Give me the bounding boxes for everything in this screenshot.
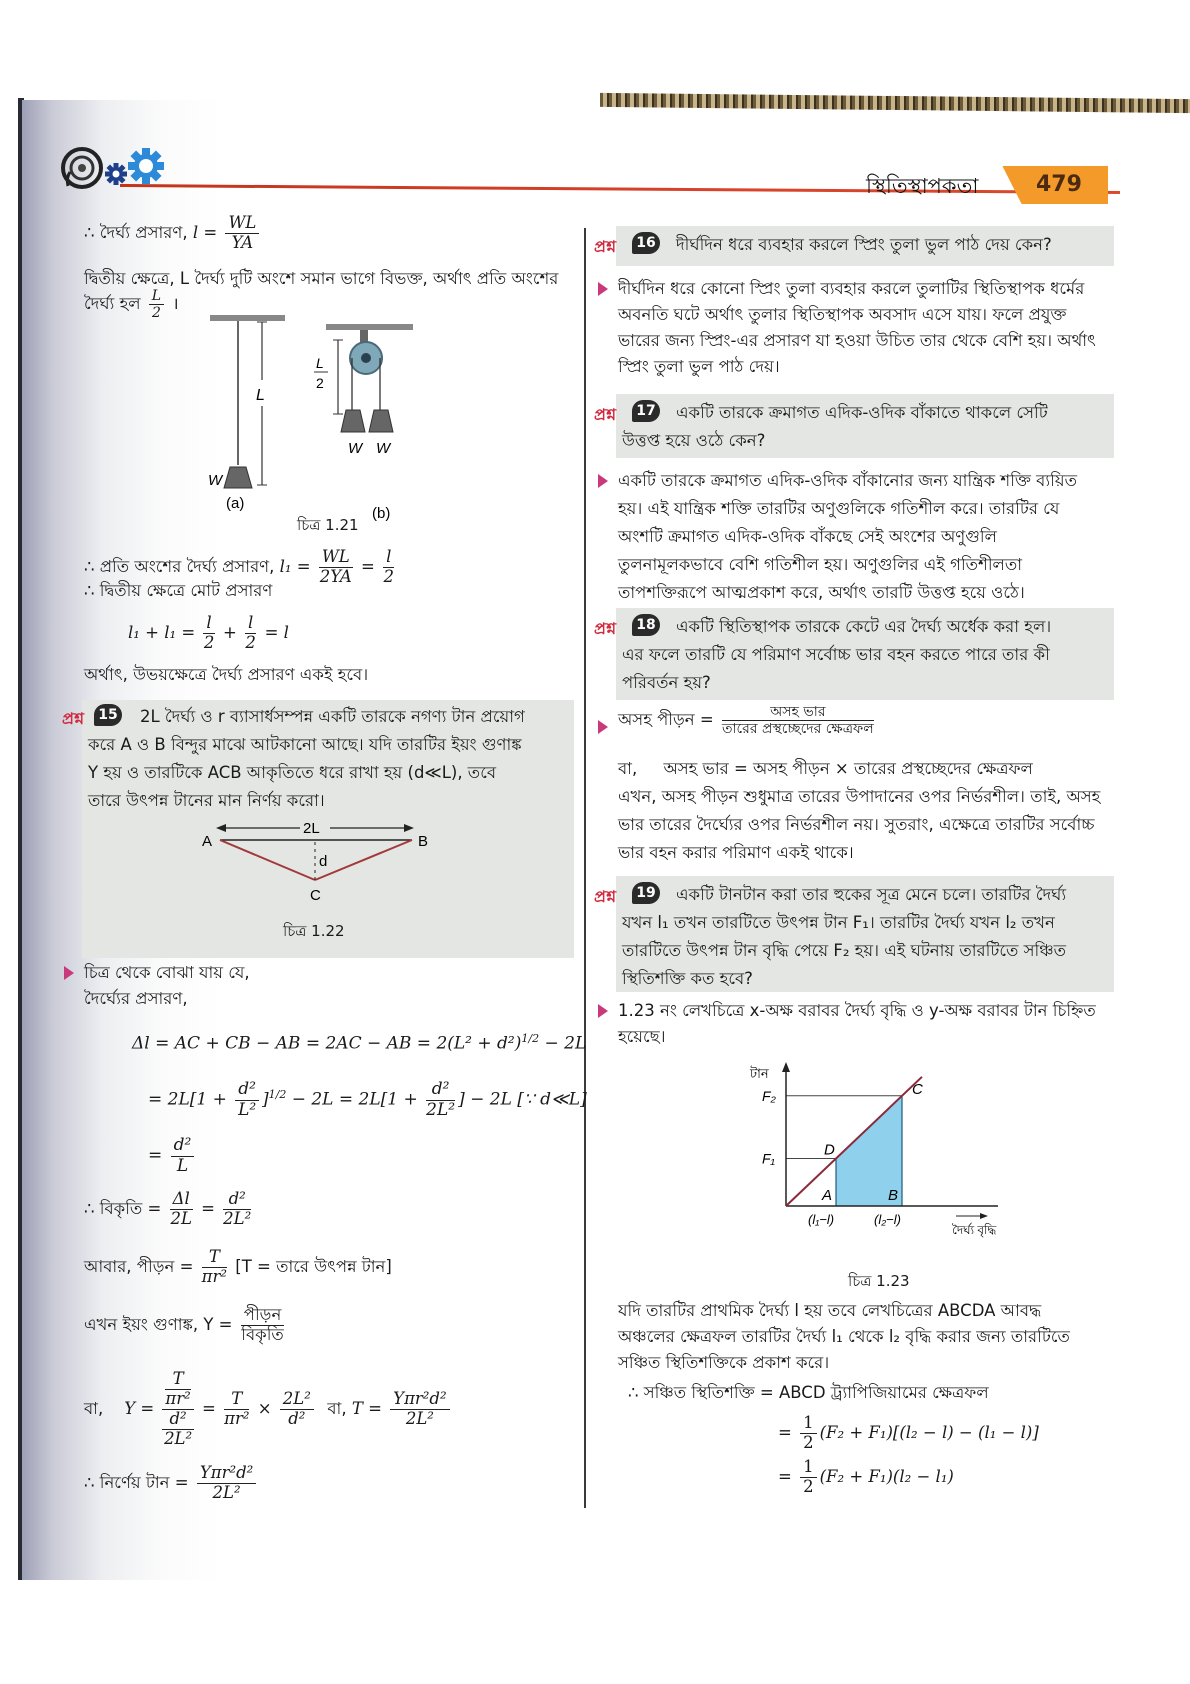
label-b: (b) <box>372 505 391 522</box>
answer-arrow-icon <box>598 1004 608 1018</box>
answer-arrow-icon <box>598 474 608 488</box>
numerator: l <box>245 614 256 634</box>
point-label-A: A <box>822 1187 833 1204</box>
numerator: d² <box>426 1080 455 1101</box>
text: বা, <box>618 759 638 778</box>
fraction <box>225 214 259 253</box>
figure-1-22 <box>200 818 460 918</box>
text: = 2L[1 + <box>148 1089 227 1110</box>
text: দৈর্ঘ্য হল <box>84 294 141 314</box>
fraction <box>235 1080 259 1120</box>
fraction <box>223 1190 251 1229</box>
denominator: πr² <box>201 1266 228 1286</box>
question-label: প্রশ্ন <box>594 619 617 638</box>
fraction <box>241 1306 285 1345</box>
label-L: L <box>256 387 265 404</box>
weight-a <box>224 467 252 488</box>
text: বা, <box>327 1398 347 1418</box>
text: = <box>201 1198 215 1218</box>
text: আবার, পীড়ন = <box>84 1256 194 1276</box>
ceiling-a <box>210 315 285 321</box>
text: (F₂ + F₁)(l₂ − l₁) <box>819 1466 954 1486</box>
background-top <box>0 0 1190 98</box>
math-rhs: = l <box>264 622 289 642</box>
equation-line <box>778 1414 1039 1453</box>
label-d: d <box>319 853 328 870</box>
denominator: 2 <box>151 305 161 322</box>
numerator: অসহ ভার <box>722 704 874 721</box>
denominator: 2L² <box>405 1408 434 1428</box>
fraction <box>800 1414 817 1453</box>
text: ∴ দৈর্ঘ্য প্রসারণ, <box>84 222 188 242</box>
question-number-badge: 18 <box>632 614 660 636</box>
denominator: 2 <box>203 632 215 652</box>
equation-line <box>128 614 289 653</box>
answer-line: একটি তারকে ক্রমাগত এদিক-ওদিক বাঁকানোর জন্য যান্ত্রিক শক্তি ব্যয়িত <box>618 471 1077 490</box>
answer-line: 1.23 নং লেখচিত্রে x-অক্ষ বরাবর দৈর্ঘ্য বৃদ্ধি ও y-অক্ষ বরাবর টান চিহ্নিত <box>618 1001 1096 1020</box>
figure-1-23-graph <box>740 1050 1060 1270</box>
label-L-half-num: L <box>316 355 324 371</box>
text: ∴ নির্ণেয় টান = <box>84 1472 189 1492</box>
fraction <box>722 704 874 737</box>
answer-line: যদি তারটির প্রাথমিক দৈর্ঘ্য l হয় তবে লেখচিত্রের ABCDA আবদ্ধ <box>618 1301 1042 1320</box>
numerator: Yπr²d² <box>197 1464 256 1484</box>
denominator: 2 <box>803 1476 814 1496</box>
equation-line <box>618 756 1033 782</box>
weight-b2 <box>369 410 393 432</box>
denominator <box>162 1410 193 1449</box>
equation-line <box>148 1080 587 1120</box>
math-lhs: l₁ = <box>279 556 311 576</box>
numerator: পীড়ন <box>241 1306 285 1326</box>
point-label-D: D <box>824 1141 835 1159</box>
numerator: l <box>383 548 394 568</box>
denominator: πr² <box>165 1388 191 1408</box>
answer-line: তুলনামূলকভাবে বেশি গতিশীল হয়। অণুগুলির এই গতিশীলতা <box>618 555 1022 574</box>
text: [T = তারে উৎপন্ন টান] <box>235 1256 392 1276</box>
text: ] − 2L [∵ d≪L] <box>458 1089 587 1110</box>
text: (F₂ + F₁)[(l₂ − l) − (l₁ − l)] <box>819 1422 1039 1442</box>
numerator: 1 <box>800 1414 817 1434</box>
fraction <box>280 1390 314 1429</box>
question-label: প্রশ্ন <box>594 405 617 424</box>
answer-line: ভারের জন্য স্প্রিং-এর প্রসারণ যা হওয়া উচিত তার থেকে বেশি হয়। অর্থাৎ <box>618 331 1096 350</box>
wire-CB <box>315 840 412 880</box>
wire-AC <box>220 840 315 880</box>
denominator: πr² <box>224 1408 250 1428</box>
question-text: একটি তারকে ক্রমাগত এদিক-ওদিক বাঁকাতে থাকলে সেটি <box>676 403 1048 422</box>
question-number-badge: 15 <box>94 704 122 726</box>
ceiling-b <box>326 324 413 330</box>
denominator: 2YA <box>319 566 352 586</box>
question-text: একটি স্থিতিস্থাপক তারকে কেটে এর দৈর্ঘ্য অর্ধেক করা হল। <box>676 617 1052 636</box>
answer-arrow-icon <box>598 720 608 734</box>
answer-line: ভার বহন করার পরিমাণ একই থাকে। <box>618 843 854 862</box>
numerator: WL <box>225 214 259 234</box>
text: − 2L <box>539 1033 587 1054</box>
answer-line: ভার তারের দৈর্ঘ্যের ওপর নির্ভরশীল নয়। সুতরাং, এক্ষেত্রে তারটির সর্বোচ্চ <box>618 815 1095 834</box>
denominator: তারের প্রস্থচ্ছেদের ক্ষেত্রফল <box>721 721 874 738</box>
answer-line: অংশটি ক্রমাগত এদিক-ওদিক বাঁকছে সেই অংশের অণুগুলি <box>618 527 997 546</box>
answer-line: সঞ্চিত স্থিতিশক্তিকে প্রকাশ করে। <box>618 1353 830 1372</box>
text: অসহ পীড়ন = <box>618 710 714 730</box>
text: = <box>778 1422 792 1442</box>
text: ∴ বিকৃতি = <box>84 1198 162 1218</box>
figure-caption: চিত্র 1.23 <box>848 1272 910 1290</box>
fraction <box>170 1190 193 1229</box>
span-label: 2L <box>303 820 320 837</box>
weight-b1 <box>341 410 365 432</box>
numerator: T <box>202 1248 227 1268</box>
paragraph-line: অর্থাৎ, উভয়ক্ষেত্রে দৈর্ঘ্য প্রসারণ একই হবে। <box>84 665 369 684</box>
equation-line <box>778 1458 954 1497</box>
question-text: করে A ও B বিন্দুর মাঝে আটকানো আছে। যদি তারটির ইয়ং গুণাঙ্ক <box>88 735 522 754</box>
column-divider <box>584 228 586 1508</box>
denominator: 2L² <box>223 1208 252 1228</box>
fraction <box>390 1390 449 1429</box>
tick-label-x1: (l₁−l) <box>808 1212 835 1227</box>
fraction <box>319 548 353 587</box>
answer-line: অবনতি ঘটে অর্থাৎ তুলার স্থিতিস্থাপক অবসাদ এসে যায়। ফলে প্রযুক্ত <box>618 305 1067 324</box>
text: ∴ প্রতি অংশের দৈর্ঘ্য প্রসারণ, <box>84 556 275 576</box>
strain-line <box>84 1190 254 1229</box>
fraction <box>165 1370 190 1409</box>
math-lhs: l₁ + l₁ = <box>128 622 196 642</box>
fraction <box>171 1136 195 1176</box>
numerator: Δl <box>170 1190 193 1210</box>
text: × <box>257 1398 272 1418</box>
denominator: 2L² <box>164 1428 193 1448</box>
question-text: যখন l₁ তখন তারটিতে উৎপন্ন টান F₁। তারটির দৈর্ঘ্য যখন l₂ তখন <box>622 913 1055 932</box>
text: এখন ইয়ং গুণাঙ্ক, Y = <box>84 1314 233 1334</box>
denominator: বিকৃতি <box>241 1324 284 1344</box>
denominator: L² <box>238 1099 257 1120</box>
fraction <box>224 1390 249 1429</box>
answer-line: স্প্রিং তুলা ভুল পাঠ দেয়। <box>618 357 780 376</box>
figure-caption: চিত্র 1.22 <box>283 922 345 940</box>
young-derivation-line <box>84 1370 453 1449</box>
paragraph-line: দ্বিতীয় ক্ষেত্রে, L দৈর্ঘ্য দুটি অংশে সমান ভাগে বিভক্ত, অর্থাৎ প্রতি অংশের <box>84 269 559 288</box>
question-label: প্রশ্ন <box>62 709 85 728</box>
background-bottom <box>0 1580 1190 1684</box>
x-axis-label: দৈর্ঘ্য বৃদ্ধি <box>952 1223 997 1237</box>
elongation-formula-line <box>84 214 262 253</box>
answer-line: অঞ্চলের ক্ষেত্রফল তারটির দৈর্ঘ্য l₁ থেকে l₂ বৃদ্ধি করার জন্য তারটিতে <box>618 1327 1070 1346</box>
answer-arrow-icon <box>598 282 608 296</box>
point-label-C: C <box>912 1080 923 1098</box>
fraction <box>426 1080 455 1120</box>
fraction <box>162 1410 193 1449</box>
text: Δl = AC + CB − AB = 2AC − AB = 2(L² + d²) <box>132 1033 522 1054</box>
numerator: 2L² <box>280 1390 314 1410</box>
label-W: W <box>376 440 391 457</box>
numerator: d² <box>171 1136 195 1157</box>
label-W: W <box>348 440 363 457</box>
question-text: এর ফলে তারটি যে পরিমাণ সর্বোচ্চ ভার বহন করতে পারে তার কী <box>622 645 1050 664</box>
text: = <box>148 1145 163 1166</box>
point-label-B: B <box>888 1187 899 1204</box>
denominator: 2L <box>170 1208 192 1228</box>
text: । <box>172 294 179 314</box>
numerator: d² <box>223 1190 251 1210</box>
denominator: 2 <box>383 566 394 586</box>
question-label: প্রশ্ন <box>594 237 617 256</box>
question-text: তারটিতে উৎপন্ন টান বৃদ্ধি পেয়ে F₂ হয়। এই ঘটনায় তারটিতে সঞ্চিত <box>622 941 1067 960</box>
answer-arrow-icon <box>64 966 74 980</box>
paragraph-line: দৈর্ঘ্যের প্রসারণ, <box>84 989 188 1008</box>
text: − 2L = 2L[1 + <box>286 1089 418 1110</box>
denominator: 2L² <box>212 1482 241 1502</box>
text: + <box>222 622 237 642</box>
equation-line <box>132 1030 586 1057</box>
tick-label-F2: F₂ <box>762 1087 776 1104</box>
numerator: d² <box>235 1080 259 1101</box>
denominator: L <box>176 1155 189 1176</box>
tick-label-F1: F₁ <box>762 1150 775 1167</box>
question-number-badge: 16 <box>632 232 660 254</box>
stress-line <box>84 1248 392 1287</box>
answer-line: এখন, অসহ পীড়ন শুধুমাত্র তারের উপাদানের ওপর নির্ভরশীল। তাই, অসহ <box>618 787 1101 806</box>
text: ] <box>261 1089 269 1110</box>
fraction <box>800 1458 817 1497</box>
numerator: 1 <box>800 1458 817 1478</box>
text: T = <box>351 1398 382 1418</box>
paragraph-line: চিত্র থেকে বোঝা যায় যে, <box>84 963 250 982</box>
text: Y = <box>124 1398 155 1418</box>
question-number-badge: 17 <box>632 400 660 422</box>
fraction <box>202 1248 227 1287</box>
answer-line: দীর্ঘদিন ধরে কোনো স্প্রিং তুলা ব্যবহার করলে তুলাটির স্থিতিস্থাপক ধর্মের <box>618 279 1085 298</box>
question-text: দীর্ঘদিন ধরে ব্যবহার করলে স্প্রিং তুলা ভুল পাঠ দেয় কেন? <box>676 235 1052 254</box>
final-tension-line <box>84 1464 259 1503</box>
text: অসহ ভার = অসহ পীড়ন × তারের প্রস্থচ্ছেদের ক্ষেত্রফল <box>663 759 1033 778</box>
question-number-badge: 19 <box>632 882 660 904</box>
fraction <box>383 548 394 587</box>
label-L-half-den: 2 <box>316 375 324 391</box>
label-W: W <box>208 472 223 489</box>
label-A: A <box>202 833 213 850</box>
answer-line: তাপশক্তিরূপে আত্মপ্রকাশ করে, অর্থাৎ তারটি উত্তপ্ত হয়ে ওঠে। <box>618 583 1025 602</box>
denominator: d² <box>288 1408 306 1428</box>
numerator: l <box>203 614 214 634</box>
numerator: T <box>224 1390 249 1410</box>
question-text: Y হয় ও তারটিকে ACB আকৃতিতে ধরে রাখা হয় (d≪L), তবে <box>88 763 497 782</box>
label-C: C <box>310 887 321 904</box>
denominator: 2 <box>803 1432 814 1452</box>
label-B: B <box>418 833 429 850</box>
question-text: তারে উৎপন্ন টানের মান নির্ণয় করো। <box>88 791 325 810</box>
math-lhs: l = <box>192 222 218 242</box>
exponent: 1/2 <box>521 1032 540 1045</box>
question-text: উত্তপ্ত হয়ে ওঠে কেন? <box>622 431 766 450</box>
denominator: 2L² <box>426 1099 456 1120</box>
denominator: 2 <box>245 632 256 652</box>
answer-line: হয়েছে। <box>618 1027 666 1046</box>
fraction <box>197 1464 256 1503</box>
equation-line <box>148 1136 197 1176</box>
numerator <box>162 1370 193 1410</box>
question-text: একটি টানটান করা তার হুকের সূত্র মেনে চলে। তারটির দৈর্ঘ্য <box>676 885 1067 904</box>
question-label: প্রশ্ন <box>594 887 617 906</box>
chapter-title: স্থিতিস্থাপকতা <box>866 174 979 198</box>
paragraph-line <box>84 288 179 321</box>
text: = <box>361 556 375 576</box>
numerator: T <box>165 1370 190 1390</box>
exponent: 1/2 <box>268 1087 287 1101</box>
young-modulus-line <box>84 1306 287 1345</box>
question-text: পরিবর্তন হয়? <box>622 673 711 692</box>
answer-line: হয়। এই যান্ত্রিক শক্তি তারটির অণুগুলিকে গতিশীল করে। তারটির যে <box>618 499 1060 518</box>
compound-fraction <box>162 1370 193 1449</box>
tick-label-x2: (l₂−l) <box>874 1212 901 1227</box>
text: = <box>202 1398 216 1418</box>
page-number: 479 <box>1036 172 1082 197</box>
question-text: 2L দৈর্ঘ্য ও r ব্যাসার্ধসম্পন্ন একটি তারকে নগণ্য টান প্রয়োগ <box>140 707 525 726</box>
figure-caption: চিত্র 1.21 <box>297 516 359 534</box>
numerator: WL <box>319 548 353 568</box>
fraction <box>149 288 164 321</box>
text: বা, <box>84 1398 104 1418</box>
text: = <box>778 1466 792 1486</box>
denominator: YA <box>231 232 254 252</box>
equation-line: ∴ সঞ্চিত স্থিতিশক্তি = ABCD ট্র্যাপিজিয়ামের ক্ষেত্রফল <box>628 1383 989 1402</box>
label-a: (a) <box>226 495 245 512</box>
question-text: স্থিতিশক্তি কত হবে? <box>622 969 753 988</box>
fraction <box>245 614 256 653</box>
y-axis-arrow-icon <box>782 1062 790 1072</box>
numerator: L <box>149 288 164 305</box>
y-axis-label: টান <box>750 1066 769 1081</box>
head-gears-icon <box>60 138 200 198</box>
equation-line <box>618 704 877 737</box>
paragraph-line: ∴ দ্বিতীয় ক্ষেত্রে মোট প্রসারণ <box>84 581 273 600</box>
fraction <box>203 614 214 653</box>
numerator: d² <box>162 1410 193 1430</box>
figure-1-21 <box>190 310 450 525</box>
numerator: Yπr²d² <box>390 1390 449 1410</box>
